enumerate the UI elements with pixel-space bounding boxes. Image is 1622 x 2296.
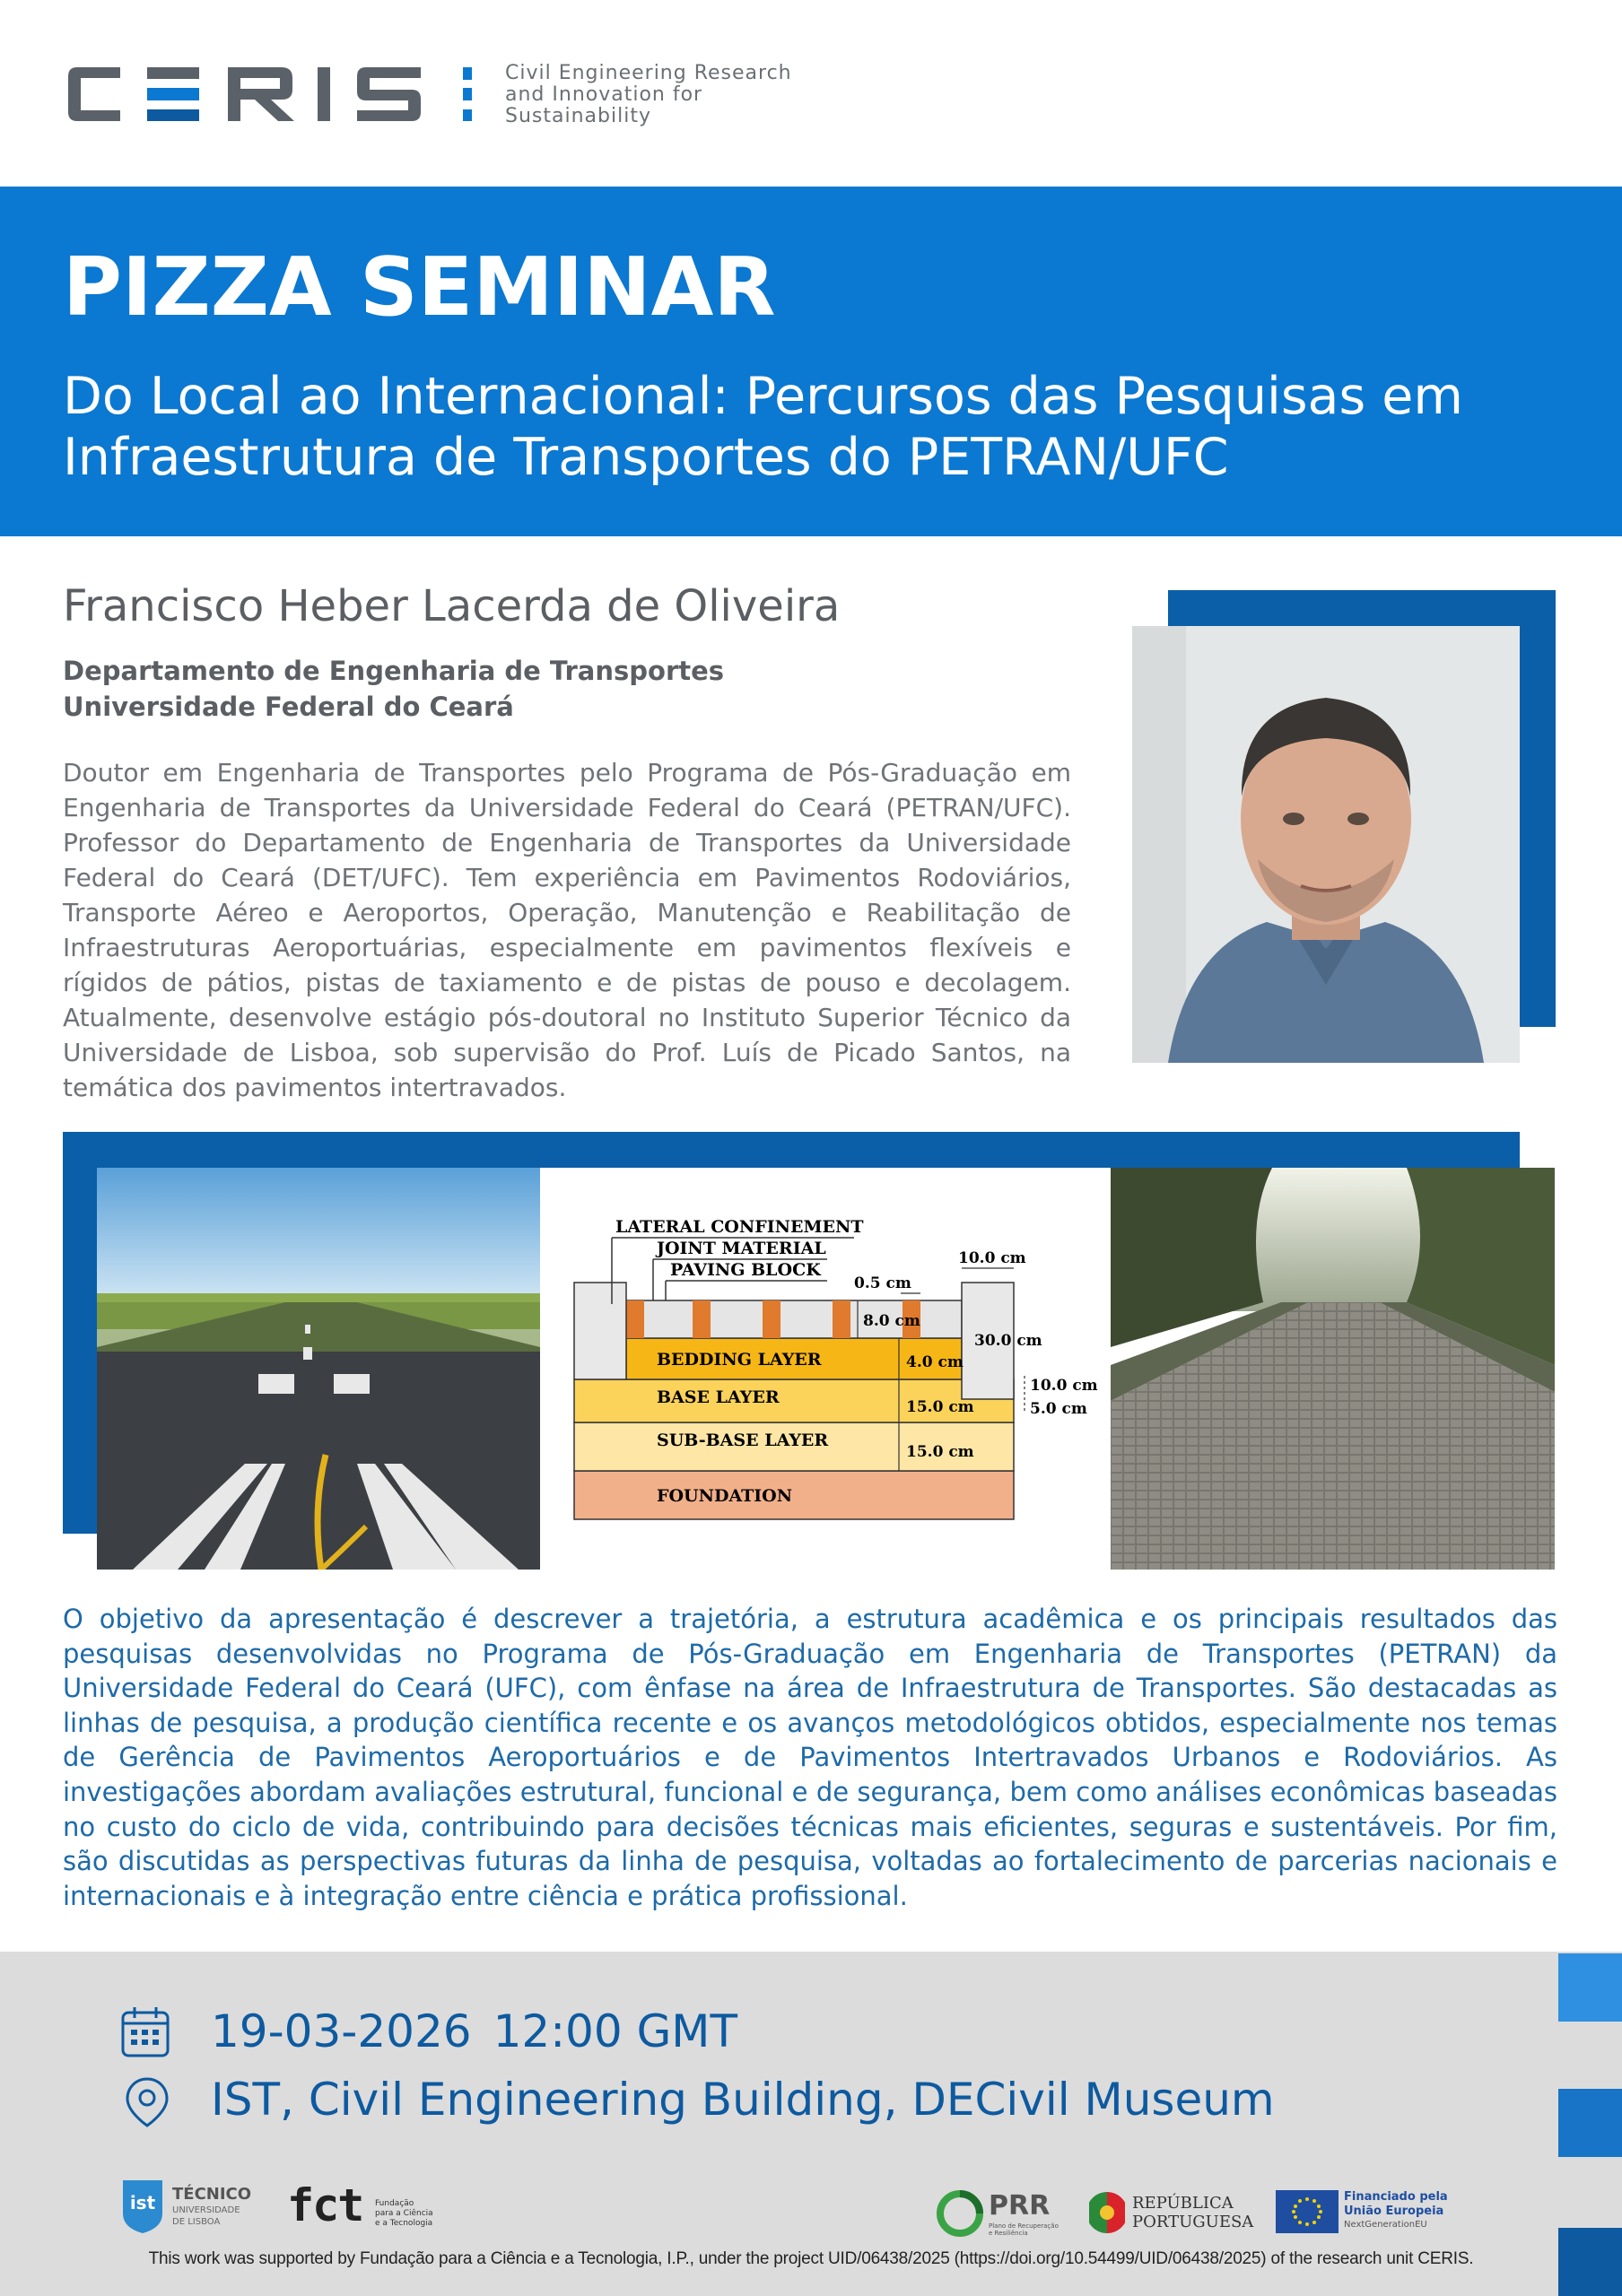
ceris-tagline: [505, 63, 792, 127]
portugal-emblem-icon: [1089, 2190, 1125, 2235]
tagline-line-2: and Innovation for: [505, 83, 703, 106]
calendar-icon: [120, 2005, 170, 2059]
pavement-layers-svg: [540, 1168, 1111, 1570]
dim-8cm: 8.0 cm: [863, 1312, 920, 1330]
pavement-cross-section-diagram: [540, 1168, 1111, 1570]
dim-15cm-base: 15.0 cm: [906, 1398, 974, 1416]
seminar-abstract: O objetivo da apresentação é descrever a trajetória, a estrutura acadêmica e os principais resultados das pesquisas desenvolvidas no Programa de Pós-Graduação em Engenharia de Transportes (PETRAN) da Universidade Federal do Ceará (UFC), com ênfase na área de Infraestrutura de Transportes. São destacadas as linhas de pesquisa, a produção científica recente e os avanços metodológicos obtidos, especialmente nos temas de Gerência de Pavimentos Aeroportuários e de Pavimentos Intertravados Urbanos e Rodoviários. As investigações abordam avaliações estrutural, funcional e de segurança, bem como análises econômicas baseadas no custo do ciclo de vida, contribuindo para decisões técnicas mais eficientes, seguras e sustentáveis. Por fim, são discutidas as perspectivas futuras da linha de pesquisa, voltadas ao fortalecimento de parcerias nacionais e internacionais e à integração entre ciência e prática profissional.: [63, 1604, 1557, 1911]
fct-sub: [375, 2199, 433, 2229]
svg-text:ist: ist: [129, 2192, 156, 2213]
dim-15cm-subbase: 15.0 cm: [906, 1443, 974, 1461]
speaker-portrait-image: [1132, 626, 1520, 1063]
event-datetime: [211, 2005, 737, 2057]
fct-logo: [287, 2179, 449, 2237]
ist-shield-icon: [120, 2178, 165, 2235]
eu-line-1: Financiado pela: [1344, 2190, 1448, 2204]
fct-sub-2: para a Ciência: [375, 2209, 433, 2218]
label-subbase-layer: SUB-BASE LAYER: [657, 1431, 829, 1450]
republica-line-2: PORTUGUESA: [1132, 2213, 1254, 2231]
event-location: IST, Civil Engineering Building, DECivil Museum: [211, 2074, 1275, 2126]
republica-line-1: REPÚBLICA: [1132, 2194, 1234, 2213]
fct-sub-3: e a Tecnologia: [375, 2219, 433, 2228]
tecnico-logo: [120, 2178, 255, 2235]
tecnico-sub-2: DE LISBOA: [172, 2217, 221, 2227]
funding-acknowledgement: This work was supported by Fundação para a Ciência e a Tecnologia, I.P., under the project UID/06438/2025 (https://doi.org/10.54499/UID/06438/2025) of the research unit CERIS.: [148, 2249, 1474, 2268]
tecnico-name: TÉCNICO: [172, 2185, 252, 2204]
dim-0-5cm: 0.5 cm: [854, 1274, 911, 1292]
prr-name: PRR: [989, 2190, 1051, 2222]
event-date: 19-03-2026: [211, 2005, 472, 2057]
header: [0, 0, 1622, 187]
affiliation-department: Departamento de Engenharia de Transportes: [63, 656, 725, 686]
dim-10cm-side: 10.0 cm: [1030, 1377, 1098, 1395]
eu-text: [1344, 2190, 1448, 2231]
republica-portuguesa-logo: [1089, 2188, 1269, 2239]
event-kicker: PIZZA SEMINAR: [63, 240, 776, 335]
label-joint-material: JOINT MATERIAL: [657, 1239, 826, 1258]
prr-sub: [989, 2222, 1059, 2237]
prr-logo: [937, 2188, 1080, 2239]
label-bedding-layer: BEDDING LAYER: [657, 1350, 822, 1370]
event-time: 12:00 GMT: [493, 2005, 737, 2057]
eu-line-3: NextGenerationEU: [1344, 2220, 1427, 2230]
footer-accent-square-2: [1558, 2089, 1622, 2157]
fct-sub-1: Fundação: [375, 2199, 414, 2208]
speaker-affiliation: [63, 653, 724, 725]
prr-circle-icon: [937, 2190, 983, 2237]
label-foundation: FOUNDATION: [657, 1486, 793, 1506]
runway-image: [97, 1168, 540, 1570]
ceris-logo: [66, 63, 479, 126]
location-pin-icon: [122, 2075, 172, 2129]
affiliation-university: Universidade Federal do Ceará: [63, 691, 514, 722]
dim-30cm: 30.0 cm: [974, 1332, 1042, 1350]
dim-5cm: 5.0 cm: [1030, 1400, 1087, 1418]
speaker-photo: [1132, 626, 1520, 1063]
tagline-line-3: Sustainability: [505, 105, 651, 127]
image-strip: [97, 1168, 1555, 1570]
prr-sub-1: Plano de Recuperação: [989, 2222, 1059, 2230]
republica-text: [1132, 2194, 1253, 2231]
street-pavers-photo: [1111, 1168, 1555, 1570]
speaker-name: Francisco Heber Lacerda de Oliveira: [63, 581, 841, 631]
paver-street-image: [1111, 1168, 1555, 1570]
label-paving-block: PAVING BLOCK: [670, 1260, 821, 1280]
eu-line-2: União Europeia: [1344, 2205, 1444, 2218]
dim-4cm: 4.0 cm: [906, 1353, 964, 1371]
dim-10cm-top: 10.0 cm: [958, 1249, 1026, 1267]
label-base-layer: BASE LAYER: [657, 1387, 780, 1407]
event-title: Do Local ao Internacional: Percursos das Pesquisas em Infraestrutura de Transportes do PETRAN/UFC: [63, 367, 1463, 487]
eu-nextgeneration-logo: [1276, 2187, 1455, 2237]
runway-photo: [97, 1168, 540, 1570]
fct-wordmark: fct: [287, 2179, 363, 2231]
footer-accent-square-1: [1558, 1953, 1622, 2022]
tagline-line-1: Civil Engineering Research: [505, 62, 792, 84]
prr-sub-2: e Resiliência: [989, 2230, 1028, 2237]
eu-flag-icon: [1276, 2190, 1339, 2233]
label-lateral-confinement: LATERAL CONFINEMENT: [615, 1217, 864, 1237]
tecnico-sub-1: UNIVERSIDADE: [172, 2205, 240, 2215]
speaker-bio: Doutor em Engenharia de Transportes pelo Programa de Pós-Graduação em Engenharia de Transportes da Universidade Federal do Ceará (PETRAN/UFC). Professor do Departamento de Engenharia de Transportes da Universidade Federal do Ceará (DET/UFC). Tem experiência em Pavimentos Rodoviários, Transporte Aéreo e Aeroportos, Operação, Manutenção e Reabilitação de Infraestruturas Aeroportuárias, especialmente em pavimentos flexíveis e rígidos de pátios, pistas de taxiamento e de pistas de pouso e decolagem. Atualmente, desenvolve estágio pós-doutoral no Instituto Superior Técnico da Universidade de Lisboa, sob supervisão do Prof. Luís de Picado Santos, na temática dos pavimentos intertravados.: [63, 758, 1071, 1102]
